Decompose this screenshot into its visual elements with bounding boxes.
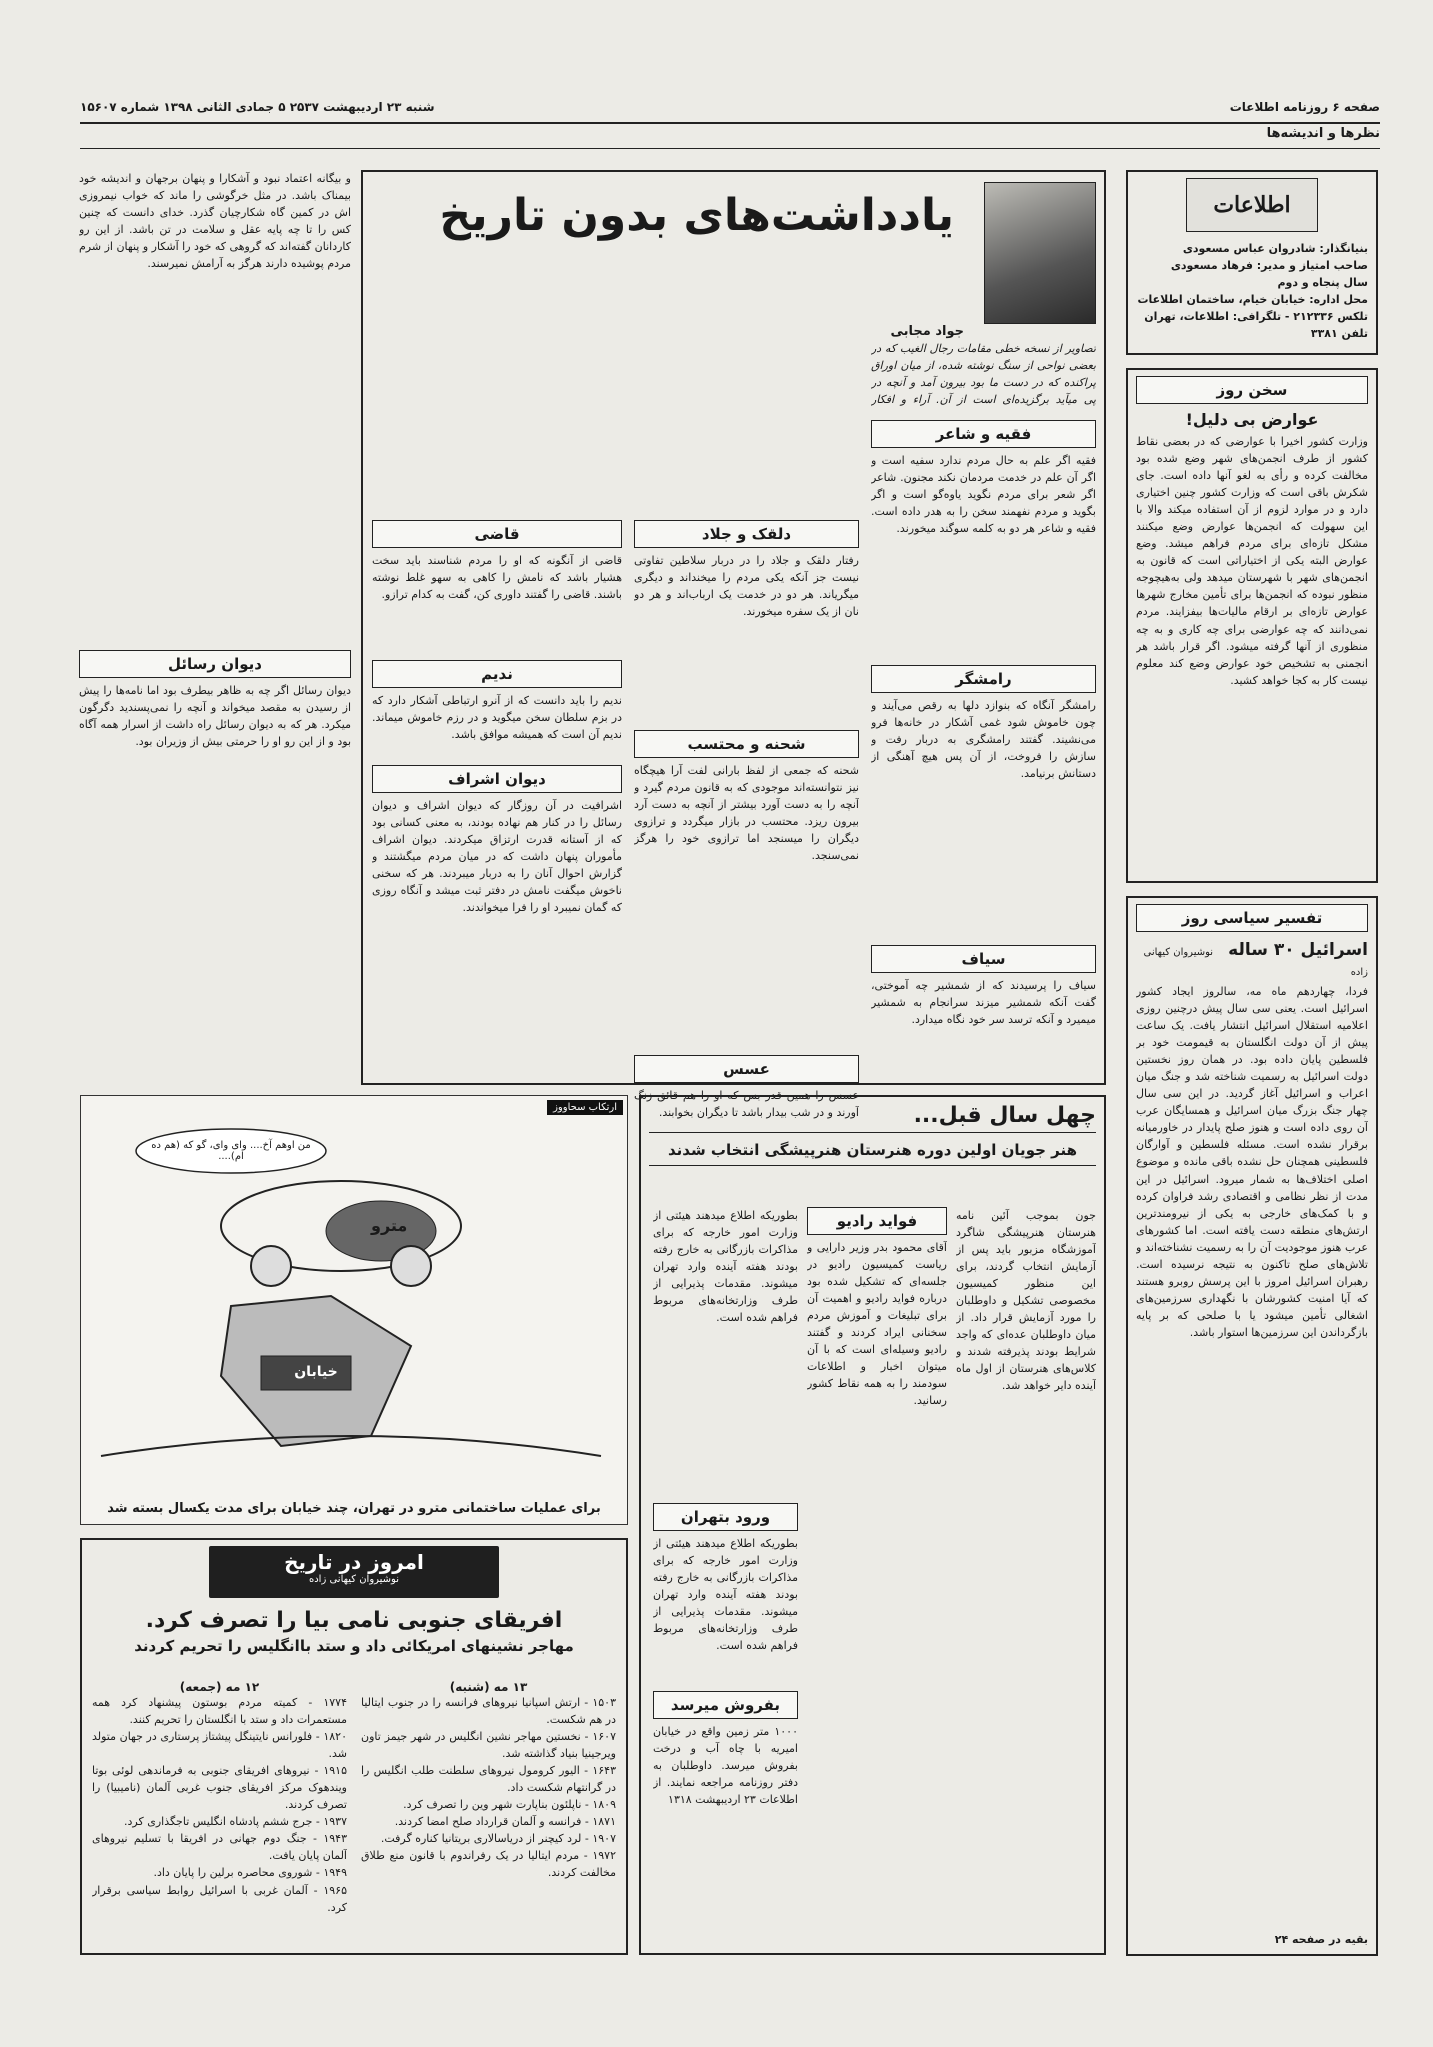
section-body: رامشگر آنگاه که بنوازد دلها به رقص می‌آیند و چون خاموش شود غمی آشکار در خانه‌ها فرو می‌نشیند. گفتند رامشگری به دربار رفت و سازش را فروخت، از آن پس هیچ آهنگی از دستانش برنیامد.: [871, 699, 1096, 781]
colophon-line: تلکس ۲۱۲۳۳۶ - تلگرافی: اطلاعات، تهران: [1144, 310, 1368, 324]
tafsir-author: نوشیروان کیهانی زاده: [1143, 947, 1368, 978]
cartoon-drawing: [81, 1116, 627, 1496]
emrooz-item: ۱۸۷۱ - فرانسه و آلمان قرارداد صلح امضا کردند.: [394, 1815, 616, 1829]
section-heading: قاضی: [372, 520, 622, 548]
page-label: صفحه ۶ روزنامه اطلاعات: [1229, 100, 1380, 114]
chehel-sal-body3: بطوریکه اطلاع میدهند هیئتی از وزارت امور خارجه که برای مذاکرات بازرگانی به خارج رفته بودند هفته آینده وارد تهران میشوند. مقدمات پذیرایی از طرف وزارتخانه‌های مربوط فراهم شده است.: [653, 1209, 798, 1325]
cartoon-wheel: [251, 1246, 291, 1286]
section-heading: رامشگر: [871, 665, 1096, 693]
sokhan-rooz-kicker: سخن روز: [1136, 376, 1368, 404]
section-heading: شحنه و محتسب: [634, 730, 859, 758]
section-title: نظرها و اندیشه‌ها: [1266, 126, 1380, 141]
subhead-tehran: ورود بتهران: [653, 1503, 798, 1531]
tafsir-continued: بقیه در صفحه ۲۴: [1274, 1933, 1368, 1946]
sokhan-rooz: [1126, 368, 1378, 883]
emrooz-dar-tarikh: [80, 1538, 628, 1955]
cartoon-tag-street: خیابان: [294, 1364, 338, 1380]
chehel-sal-headline: هنر جویان اولین دوره هنرستان هنرپیشگی انتخاب شدند: [649, 1141, 1096, 1166]
sokhan-rooz-title: عوارض بی دلیل!: [1185, 410, 1319, 429]
colophon: [1126, 170, 1378, 355]
section-body: اشرافیت در آن روزگار که دیوان اشراف و دیوان رسائل را در کنار هم نهاده بودند، به معنی کسانی بود که از آستانه قدرت ارتزاق میکردند. دیوان اشراف مأموران پنهان داشت که در میان مردم میگشتند و گزارش احوال آنان را به دربار میبردند. هر که سخنی ناخوش میگفت نامش در دفتر ثبت میشد و آنگاه روزی که گمان نمیبرد او را فرا میخواندند.: [372, 799, 622, 915]
colophon-line: تلفن ۳۳۸۱: [1310, 327, 1368, 341]
subhead-sale: بفروش میرسد: [653, 1691, 798, 1719]
colophon-line: محل اداره: خیابان خیام، ساختمان اطلاعات: [1137, 293, 1368, 307]
section-heading: دیوان اشراف: [372, 765, 622, 793]
emrooz-item: ۱۹۷۲ - مردم ایتالیا در یک رفراندوم با قانون منع طلاق مخالفت کردند.: [361, 1849, 616, 1880]
section-body: رفتار دلقک و جلاد را در دربار سلاطین تفاوتی نیست جز آنکه یکی مردم را میخنداند و دیگری میگریاند. هر دو در خدمت یک ارباب‌اند و هر دو نان از یک سفره میخورند.: [634, 554, 859, 619]
section-body: شحنه که جمعی از لفظ بارانی لفت آرا هیچگاه نیز نتوانسته‌اند موجودی که به قانون مردم گیرد و آنچه را به دست آورد بیشتر از آنچه به دست آرد بیرون ریزد. محتسب در بازار میگردد و ترازوی دیگران را میسنجد اما ترازوی خود را هرگز نمی‌سنجد.: [634, 764, 859, 863]
emrooz-subhead: مهاجر نشینهای امریکائی داد و ستد باانگلیس را تحریم کردند: [134, 1637, 574, 1655]
emrooz-item: ۱۵۰۳ - ارتش اسپانیا نیروهای فرانسه را در جنوب ایتالیا در هم شکست.: [361, 1696, 616, 1727]
left-column: [79, 170, 351, 1085]
logo-text: اطلاعات: [1213, 192, 1291, 218]
subhead-radio: فواید رادیو: [807, 1207, 947, 1235]
cartoon-caption: برای عملیات ساختمانی مترو در تهران، چند خیابان برای مدت یکسال بسته شد: [107, 1501, 601, 1516]
author-photo: [984, 182, 1096, 324]
emrooz-item: ۱۸۰۹ - ناپلئون بناپارت شهر وین را تصرف کرد.: [403, 1798, 616, 1812]
section-body: فقیه اگر علم به حال مردم ندارد سفیه است و اگر آن علم در خدمت مردمان نکند مجنون. شاعر اگر شعر برای مردم نگوید یاوه‌گو است و اگر بگوید و مردم نفهمند سخن را به هدر داده است. فقیه و شاعر هر دو به کلمه سوگند میخورند.: [871, 454, 1096, 536]
cartoon-bubble-text: من اوهم آخ.... وای وای، گو که (هم ده ام)....: [151, 1140, 311, 1162]
emrooz-item: ۱۷۷۴ - کمیته مردم بوستون پیشنهاد کرد همه مستعمرات داد و ستد با انگلستان را تحریم کنند.: [92, 1696, 347, 1727]
cartoon-label: ارتکاب سحاووز: [547, 1100, 623, 1115]
chehel-sal-body2: آقای محمود بدر وزیر دارایی و ریاست کمیسیون رادیو در جلسه‌ای که تشکیل شده بود درباره فواید رادیو و اهمیت آن برای تبلیغات و آموزش مردم سخنانی ایراد کردند و گفتند رادیو وسیله‌ای است که با آن میتوان اخبار و اطلاعات سودمند را به همه نقاط کشور رسانید.: [807, 1241, 947, 1408]
section-heading: دلقک و جلاد: [634, 520, 859, 548]
colophon-line: سال پنجاه و دوم: [1277, 276, 1368, 290]
chehel-sal-body3b: بطوریکه اطلاع میدهند هیئتی از وزارت امور خارجه که برای مذاکرات بازرگانی به خارج رفته بودند هفته آینده وارد تهران میشوند. مقدمات پذیرایی از طرف وزارتخانه‌های مربوط فراهم شده است.: [653, 1537, 798, 1653]
chehel-sal-body4: ۱۰۰۰ متر زمین واقع در خیابان امیریه با چاه آب و درخت بفروش میرسد. داوطلبان به دفتر روزنامه مراجعه نمایند. از اطلاعات ۲۳ اردیبهشت ۱۳۱۸: [653, 1725, 798, 1807]
emrooz-item: ۱۹۳۷ - جرج ششم پادشاه انگلیس تاجگذاری کرد.: [124, 1815, 347, 1829]
cartoon: [80, 1095, 628, 1525]
chehel-sal-body1: جون بموجب آئین نامه هنرستان هنرپیشگی شاگرد آموزشگاه مزبور باید پس از آزمایش انتخاب گردند، برای این منظور کمیسیون مخصوصی تشکیل و داوطلبان را مورد آزمایش قرار داد. از میان داوطلبان عده‌ای که واجد شرایط بودند پذیرفته شدند و کلاس‌های هنرستان از اول ماه آینده دایر خواهد شد.: [956, 1209, 1096, 1393]
section-body: قاضی از آنگونه که او را مردم شناسند باید سخت هشیار باشد که نامش را کاهی به سهو غلط نوشته باشند. قاضی را گفتند داوری کن، گفت به کدام ترازو.: [372, 554, 622, 602]
emrooz-date-right: ۱۳ مه (شنبه): [449, 1680, 528, 1694]
section-heading: فقیه و شاعر: [871, 420, 1096, 448]
emrooz-banner: [209, 1546, 499, 1598]
section-heading: سیاف: [871, 945, 1096, 973]
tafsir-body: فردا، چهاردهم ماه مه، سالروز ایجاد کشور اسرائیل است. یعنی سی سال پیش درچنین روزی اعلامیه استقلال اسرائیل انتشار یافت. یک ساعت پیش از آن دولت انگلستان به قیمومت خود بر فلسطین پایان داده بود. در همان روز نخستین دولت اسرائیل به رسمیت شناخته شد و جنگ میان اعراب و اسرائیل آغاز گردید. در این سی سال چهار جنگ بزرگ میان اسرائیل و همسایگان عرب آن روی داده است و هنوز صلح پایدار در خاورمیانه برقرار نشده است. مسئله فلسطین و آوارگان فلسطینی همچنان حل نشده باقی مانده و موضوع اصلی اختلاف‌ها به شمار میرود. اسرائیل در این مدت از نظر نظامی و اقتصادی رشد فراوان کرده و با کمک‌های خارجی به یکی از نیرومندترین ارتش‌های منطقه دست یافته است. اما کشورهای عرب هنوز موجودیت آن را به رسمیت نشناخته‌اند و تلاش‌های صلح تاکنون به نتیجه نرسیده است. رهبران اسرائیل امروز با این پرسش روبرو هستند که آیا امنیت کشورشان با نگهداری سرزمین‌های اشغالی تأمین میشود یا با صلحی که بر پایه بازگرداندن این سرزمین‌ها استوار باشد.: [1136, 985, 1368, 1339]
emrooz-item: ۱۹۰۷ - لرد کیچنر از دریاسالاری بریتانیا کناره گرفت.: [380, 1832, 616, 1846]
cartoon-wheel: [391, 1246, 431, 1286]
emrooz-date-left: ۱۲ مه (جمعه): [179, 1680, 260, 1694]
emrooz-item: ۱۸۲۰ - فلورانس نایتینگل پیشتاز پرستاری در جهان متولد شد.: [92, 1730, 347, 1761]
logo: [1186, 178, 1318, 232]
section-body: ندیم را باید دانست که از آنرو ارتباطی آشکار دارد که در بزم سلطان سخن میگوید و در رزم خاموش میماند. ندیم آن است که همیشه موافق باشد.: [372, 694, 622, 742]
article-author: جواد مجابی: [890, 324, 964, 339]
emrooz-kicker: امروز در تاریخ: [284, 1550, 424, 1574]
cartoon-tag-metro: مترو: [371, 1216, 408, 1235]
tafsir-title: اسرائیل ۳۰ ساله: [1228, 940, 1368, 960]
issue-date: شنبه ۲۳ اردیبهشت ۲۵۳۷ ۵ جمادی الثانی ۱۳۹۸ شماره ۱۵۶۰۷: [80, 100, 435, 114]
emrooz-headline: افریقای جنوبی نامی بیا را تصرف کرد.: [145, 1608, 563, 1633]
section-heading: ندیم: [372, 660, 622, 688]
colophon-line: بنیانگذار: شادروان عباس مسعودی: [1182, 242, 1368, 255]
emrooz-byline: نوشیروان کیهانی زاده: [308, 1574, 400, 1585]
section-body: سیاف را پرسیدند که از شمشیر چه آموختی، گفت آنکه شمشیر میزند سرانجام به شمشیر میمیرد و آنکه ترسد سر خود نگاه میدارد.: [871, 979, 1096, 1027]
section-heading: دیوان رسائل: [79, 650, 351, 678]
emrooz-item: ۱۹۶۵ - آلمان غربی با اسرائیل روابط سیاسی برقرار کرد.: [92, 1883, 347, 1914]
section-heading: عسس: [634, 1055, 859, 1083]
section-body: دیوان رسائل اگر چه به ظاهر بیطرف بود اما نامه‌ها را پیش از رسیدن به مقصد میخواند و آنچه را نمی‌پسندید دگرگون میکرد. هر که به دیوان رسائل راه داشت از اسرار همه آگاه بود و از این رو او را حرمتی بیش از وزیران بود.: [79, 684, 351, 749]
emrooz-item: ۱۶۰۷ - نخستین مهاجر نشین انگلیس در شهر جیمز تاون ویرجینیا بنیاد گذاشته شد.: [361, 1730, 616, 1761]
tafsir-siasi: [1126, 896, 1378, 1956]
emrooz-item: ۱۹۴۹ - شوروی محاصره برلین را پایان داد.: [153, 1866, 347, 1880]
tafsir-kicker: تفسیر سیاسی روز: [1136, 904, 1368, 932]
emrooz-item: ۱۹۴۳ - جنگ دوم جهانی در افریقا با تسلیم نیروهای آلمان پایان یافت.: [92, 1832, 347, 1863]
left-column-top: و بیگانه اعتماد نبود و آشکارا و پنهان برجهان و اندیشه خود بیمناک باشد. در مثل خرگوشی را ماند که خواب نیمروزی اش در کمین گاه شکارچیان گذرد. خدای دانست که چنین کس را تا چه پایه عقل و سلامت در تن باشد. از این رو کاردانان گفته‌اند که گروهی که خود را آشکار و پنهان از شرم مردم پوشیده دارند هرگز به آرامش نمیرسند.: [79, 172, 351, 271]
chehel-sal-kicker: چهل سال قبل...: [649, 1103, 1096, 1133]
section-body: عسس را همین قدر بس که او را هم قائق زنگ آورند و در شب بیدار باشد تا دیگران بخوابند.: [634, 1089, 859, 1120]
chehel-sal: [639, 1095, 1106, 1955]
sokhan-rooz-body: وزارت کشور اخیرا با عوارضی که در بعضی نقاط کشور از طرف انجمن‌های شهر وضع شده بود مخالفت کرده و رأی به لغو آنها داده است. جای شکرش باقی است که وزارت کشور چنین اختیاری دارد و در موارد لزوم از آن استفاده میکند والا با این سهولت که انجمن‌ها عوارض وضع میکنند مشکل تازه‌ای برای مردم فراهم میشد. وضع عوارض البته یکی از اختیاراتی است که قانون به انجمن‌های شهر با شهرستان میدهد ولی به‌هیچوجه منظور نبوده که انجمن‌ها برای تأمین مخارج شهرها عوارض تازه‌ای بر ارقام مالیات‌ها بیفزایند. مردم نمی‌دانند که چه عوارضی برای چه کاری و به چه منظوری از آنها گرفته میشود. اگر قرار باشد هر انجمنی به تشخیص خود عوارض وضع کند معلوم نیست کار به کجا خواهد کشید.: [1136, 435, 1368, 687]
masthead: [80, 96, 1380, 120]
article-intro: تصاویر از نسخه خطی مقامات رجال الغیب که در بعضی نواحی از سنگ نوشته شده، از میان اوراق پراکنده که در دست ما بود بیرون آمد و آنچه در پی میآید برگزیده‌ای است از آن. آراء و افکار: [871, 342, 1096, 407]
article-title: یادداشت‌های بدون تاریخ: [439, 190, 954, 241]
emrooz-item: ۱۶۴۳ - الیور کرومول نیروهای سلطنت طلب انگلیس را در گرانتهام شکست داد.: [361, 1764, 616, 1795]
colophon-line: صاحب امتیاز و مدیر: فرهاد مسعودی: [1170, 259, 1368, 273]
emrooz-item: ۱۹۱۵ - نیروهای افریقای جنوبی به فرماندهی لوئی بوتا ویندهوک مرکز افریقای جنوب غربی آلمان (نامیبیا) را تصرف کردند.: [92, 1764, 347, 1812]
